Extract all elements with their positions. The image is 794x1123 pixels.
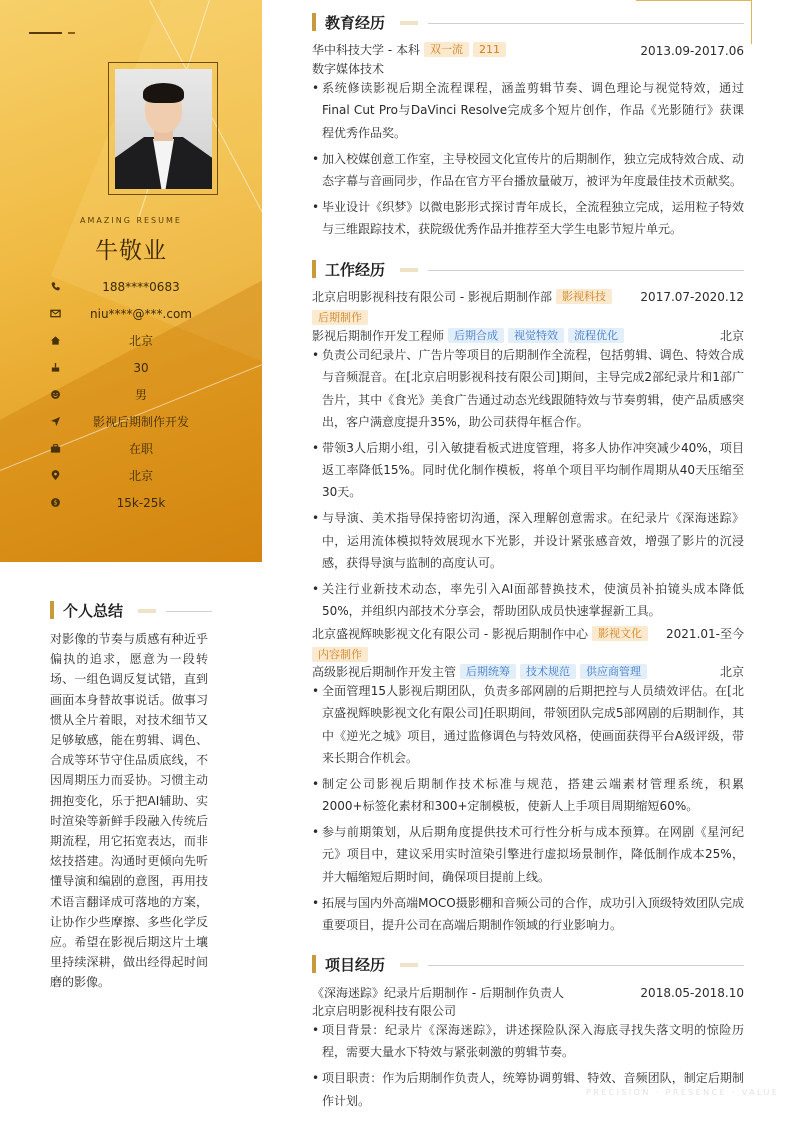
section-header-projects [312,955,744,975]
job-city: 北京 [719,329,744,343]
section-header-work [312,260,744,280]
project-date: 2018.05-2018.10 [640,986,744,1000]
section-divider [428,270,744,271]
contact-info-row [50,440,232,458]
skill-tag: 技术规范 [520,664,576,679]
skill-tag: 后期合成 [448,328,504,343]
education-major: 数字媒体技术 [312,62,385,76]
job-company-row [312,288,612,306]
section-header-education [312,13,744,33]
list-item: • 加入校媒创意工作室，主导校园文化宣传片的后期制作，独立完成特效合成、动态字幕与音画同步，作品在官方平台播放量破万，被评为年度最佳技术贡献奖。 [312,148,744,193]
job-dept-row [312,309,368,327]
contact-info-row [50,278,232,296]
section-divider [428,965,744,966]
section-dash [400,268,418,272]
contact-info-text: 影视后期制作开发 [92,415,189,429]
dept-tag: 后期制作 [312,310,368,325]
list-item: • 全面管理15人影视后期团队，负责多部网剧的后期把控与人员绩效评估。在[北京盛视辉映影视文化有限公司]任职期间，带领团队完成5部网剧的后期制作，其中《逆光之城》项目，通过监修调色与特效风格，使画面获得平台A级评级，带来长期合作机会。 [312,680,744,769]
list-item: • 项目职责：作为后期制作负责人，统筹协调剪辑、特效、音频团队，制定后期制作计划。 [312,1067,744,1112]
contact-info-text: 15k-25k [116,496,166,510]
job-position: 高级影视后期制作开发主管 [312,665,457,679]
dept-tag: 内容制作 [312,647,368,662]
contact-info-text: 30 [133,361,149,375]
section-divider [166,611,212,612]
education-bullets [312,77,744,244]
list-item: • 毕业设计《织梦》以微电影形式探讨青年成长，全流程独立完成，运用粒子特效与三维跟踪技术，获院级优秀作品并推荐至大学生电影节短片单元。 [312,196,744,241]
school-tag: 双一流 [424,42,469,57]
list-item: • 拓展与国内外高端MOCO摄影棚和音频公司的合作，成功引入顶级特效团队完成重要项目，提升公司在高端后期制作领域的行业影响力。 [312,892,744,937]
job-date: 2017.07-2020.12 [640,290,744,304]
section-title: 教育经历 [325,14,386,32]
job-company-row [312,625,648,643]
job-bullets [312,680,744,940]
section-accent-bar [50,601,54,619]
list-item: • 带领3人后期小组，引入敏捷看板式进度管理，将多人协作冲突减少40%，项目返工率降低15%。同时优化制作模板，将单个项目平均制作周期从40天压缩至30天。 [312,437,744,504]
list-item: • 系统修读影视后期全流程课程，涵盖剪辑节奏、调色理论与视觉特效，通过Final Cut Pro与DaVinci Resolve完成多个短片创作，作品《光影随行》获课程优秀作品奖。 [312,77,744,144]
contact-info-text: 北京 [128,334,153,348]
skill-tag: 视觉特效 [508,328,564,343]
skill-tag: 流程优化 [568,328,624,343]
contact-info-row [50,467,232,485]
contact-info-text: 188****0683 [102,280,180,294]
section-accent-bar [312,260,316,278]
job-position-row [312,327,624,345]
job-dept-row [312,646,368,664]
skill-tag: 供应商管理 [580,664,647,679]
contact-info-row [50,305,232,323]
project-name: 《深海迷踪》纪录片后期制作 - 后期制作负责人 [312,986,564,1000]
list-item: • 关注行业新技术动态，率先引入AI面部替换技术，使演员补拍镜头成本降低50%，并组织内部技术分享会，帮助团队成员快速掌握新工具。 [312,578,744,623]
contact-info-text: niu****@***.com [90,307,192,321]
contact-info-row [50,494,232,512]
section-title: 工作经历 [325,261,386,279]
job-bullets [312,344,744,626]
contact-info-row [50,359,232,377]
education-school-row [312,41,506,59]
company-tag: 影视科技 [556,289,612,304]
section-accent-bar [312,955,316,973]
watermark: PRECISION · PRESENCE · VALUE [586,1088,780,1097]
section-dash [138,609,156,613]
school-name: 华中科技大学 - 本科 [312,43,420,57]
section-title: 项目经历 [325,956,386,974]
list-item: • 参与前期策划，从后期角度提供技术可行性分析与成本预算。在网剧《星河纪元》项目中，建议采用实时渲染引擎进行虚拟场景制作，降低制作成本25%，并大幅缩短后期时间，确保项目提前上线。 [312,821,744,888]
job-date: 2021.01-至今 [666,627,744,641]
svg-text:$: $ [53,498,58,507]
resume-tagline: AMAZING RESUME [80,216,182,225]
avatar [115,69,212,189]
candidate-name: 牛敬业 [95,238,167,264]
contact-info-text: 北京 [128,469,153,483]
corner-decoration [751,0,752,44]
decoration-dash [68,32,75,34]
job-position: 影视后期制作开发工程师 [312,329,445,343]
section-header-summary [50,601,212,621]
list-item: • 与导演、美术指导保持密切沟通，深入理解创意需求。在纪录片《深海迷踪》中，运用流体模拟特效展现水下光影，并设计紧张感音效，增强了影片的沉浸感，获得导演与监制的高度认可。 [312,507,744,574]
project-bullets [312,1019,744,1116]
summary-text: 对影像的节奏与质感有种近乎偏执的追求，愿意为一段转场、一组色调反复试错，直到画面本身替故事说话。做事习惯从全片着眼，对技术细节又足够敏感，能在剪辑、调色、合成等环节守住品质底线，不因周期压力而妥协。习惯主动拥抱变化，乐于把AI辅助、实时渲染等新鲜手段融入传统后期流程，用它拓宽表达，而非炫技搭建。沟通时更倾向先听懂导演和编剧的意图，再用技术语言翻译成可落地的方案，让协作少些摩擦、多些化学反应。希望在影视后期这片土壤里持续深耕，做出经得起时间磨的影像。 [50,632,208,990]
section-accent-bar [312,13,316,31]
list-item: • 制定公司影视后期制作技术标准与规范，搭建云端素材管理系统，积累2000+标签化素材和300+定制模板，使新人上手项目周期缩短60%。 [312,773,744,818]
job-position-row [312,663,647,681]
profile-panel [0,0,262,562]
list-item: • 项目背景：纪录片《深海迷踪》，讲述探险队深入海底寻找失落文明的惊险历程，需要大量水下特效与紧张刺激的剪辑节奏。 [312,1019,744,1064]
school-tag: 211 [473,42,506,57]
company-tag: 影视文化 [592,626,648,641]
list-item: • 负责公司纪录片、广告片等项目的后期制作全流程，包括剪辑、调色、特效合成与音频混音。在[北京启明影视科技有限公司]期间，主导完成2部纪录片和1部广告片，其中《食光》美食广告通过动态光线跟随特效与节奏剪辑，使产品质感突出，客户满意度提升35%，助公司获得年框合作。 [312,344,744,433]
decoration-dash [29,32,62,34]
job-company: 北京启明影视科技有限公司 - 影视后期制作部 [312,290,552,304]
education-date: 2013.09-2017.06 [640,44,744,58]
contact-info-row [50,332,232,350]
section-divider [428,23,744,24]
section-title: 个人总结 [63,602,124,620]
job-company: 北京盛视辉映影视文化有限公司 - 影视后期制作中心 [312,627,588,641]
job-city: 北京 [719,665,744,679]
corner-decoration [636,0,752,1]
contact-info-row [50,413,232,431]
section-dash [400,21,418,25]
section-dash [400,963,418,967]
contact-info-text: 在职 [128,442,153,456]
skill-tag: 后期统筹 [460,664,516,679]
contact-info-text: 男 [134,388,147,402]
contact-info-row [50,386,232,404]
project-company: 北京启明影视科技有限公司 [312,1004,457,1018]
